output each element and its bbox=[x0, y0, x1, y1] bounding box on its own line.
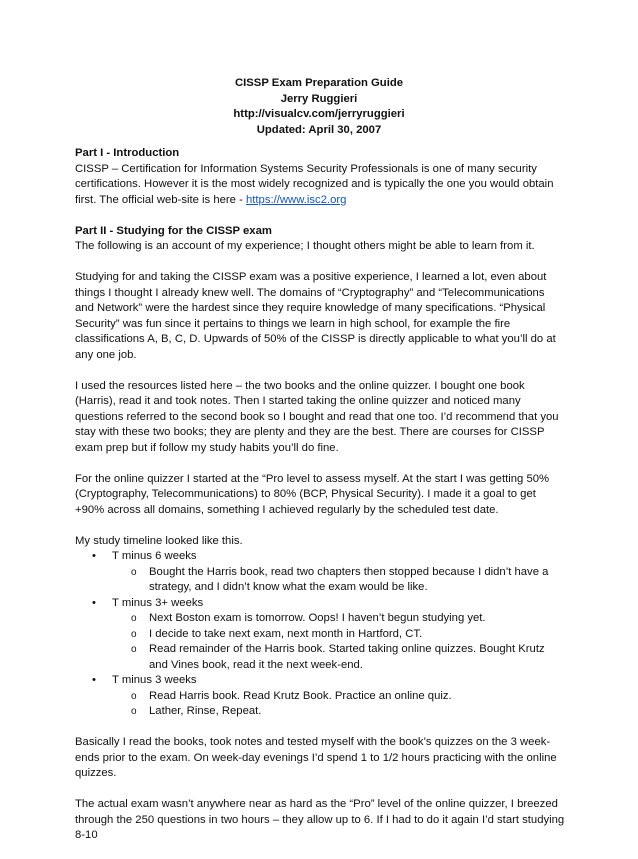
sub-list bbox=[112, 611, 565, 673]
bullet-icon: • bbox=[92, 674, 96, 686]
sub-list bbox=[112, 565, 565, 596]
sub-item-text: Bought the Harris book, read two chapters then stopped because I didn’t have a strategy, and I didn’t know what the exam would be like. bbox=[149, 565, 549, 593]
sub-item-text: I decide to take next exam, next month in Hartford, CT. bbox=[149, 627, 423, 640]
paragraph-quizzer: For the online quizzer I started at the “Pro level to assess myself. At the start I was getting 50% (Cryptography, Telecommunications) to 80% (BCP, Physical Security). I made it a goal to get +90% across all domains, something I achieved regularly by the scheduled test date. bbox=[75, 472, 550, 516]
document-title: CISSP Exam Preparation Guide bbox=[234, 77, 404, 89]
timeline-label: T minus 3+ weeks bbox=[112, 596, 204, 609]
part1-text: CISSP – Certification for Information Systems Security Professionals is one of many security certifications. However it is the most widely recognized and is typically the one you would obtain first. The official web-site is here - bbox=[75, 162, 554, 206]
part2-section bbox=[75, 224, 565, 255]
paragraph-experience: Studying for and taking the CISSP exam was a positive experience, I learned a lot, even about things I thought I already knew well. The domains of “Cryptography” and “Telecommunications and Network” were the hardest since they require knowledge of many specifications. “Physical Security” was fun since it pertains to things we learn in high school, for example the fire classifications A, B, C, D. Upwards of 50% of the CISSP is directly applicable to what you’ll do at any one job. bbox=[75, 271, 556, 361]
document-body bbox=[75, 146, 565, 859]
bullet-icon: • bbox=[92, 550, 96, 562]
paragraph-resources: I used the resources listed here – the two books and the online quizzer. I bought one book (Harris), read it and took notes. Then I started taking the online quizzer and noticed many questions referred to the second book so I bought and read that one too. I’d recommend that you stay with these two books; they are plenty and they are the best. There are courses for CISSP exam prep but if follow my study habits you’ll do fine. bbox=[75, 379, 559, 454]
part2-intro: The following is an account of my experience; I thought others might be able to learn from it. bbox=[75, 240, 535, 252]
sub-list-item bbox=[75, 627, 565, 643]
sub-list-item bbox=[75, 704, 565, 720]
timeline-label: T minus 3 weeks bbox=[112, 674, 197, 686]
sub-item-text: Lather, Rinse, Repeat. bbox=[149, 705, 262, 717]
circle-bullet-icon: o bbox=[131, 690, 137, 702]
circle-bullet-icon: o bbox=[131, 613, 137, 624]
author-url: http://visualcv.com/jerryruggieri bbox=[233, 108, 405, 120]
circle-bullet-icon: o bbox=[131, 566, 137, 578]
sub-list-item bbox=[75, 565, 565, 596]
sub-list bbox=[112, 689, 565, 720]
circle-bullet-icon: o bbox=[131, 644, 137, 655]
sub-item-text: Read remainder of the Harris book. Started taking online quizzes. Bought Krutz and Vines book, read it the next week-end. bbox=[149, 643, 545, 671]
document-header bbox=[0, 76, 638, 138]
bullet-icon: • bbox=[92, 596, 96, 609]
timeline-label: T minus 6 weeks bbox=[112, 550, 197, 562]
updated-date: Updated: April 30, 2007 bbox=[256, 123, 382, 136]
sub-list-item bbox=[75, 689, 565, 705]
sub-list-item bbox=[75, 611, 565, 627]
part1-heading: Part I - Introduction bbox=[75, 147, 180, 159]
sub-item-text: Next Boston exam is tomorrow. Oops! I haven’t begun studying yet. bbox=[149, 612, 486, 624]
circle-bullet-icon: o bbox=[131, 706, 137, 717]
circle-bullet-icon: o bbox=[131, 628, 137, 640]
author-name: Jerry Ruggieri bbox=[280, 92, 358, 105]
list-item bbox=[75, 549, 565, 596]
timeline-list bbox=[75, 549, 565, 720]
list-item bbox=[75, 673, 565, 720]
sub-item-text: Read Harris book. Read Krutz Book. Practice an online quiz. bbox=[149, 689, 452, 702]
sub-list-item bbox=[75, 642, 565, 673]
paragraph-actual-exam: The actual exam wasn’t anywhere near as hard as the “Pro” level of the online quizzer, I breezed through the 250 questions in two hours – they allow up to 6. If I had to do it again I’d start studying 8-10 bbox=[75, 798, 565, 841]
list-item bbox=[75, 596, 565, 674]
part1-section bbox=[75, 146, 565, 208]
timeline-intro: My study timeline looked like this. bbox=[75, 534, 243, 547]
paragraph-summary: Basically I read the books, took notes and tested myself with the book’s quizzes on the 3 week-ends prior to the exam. On week-day evenings I’d spend 1 to 1/2 hours practicing with the online quizzes. bbox=[75, 736, 557, 779]
part2-heading: Part II - Studying for the CISSP exam bbox=[75, 224, 272, 237]
isc2-link[interactable]: https://www.isc2.org bbox=[245, 193, 347, 206]
